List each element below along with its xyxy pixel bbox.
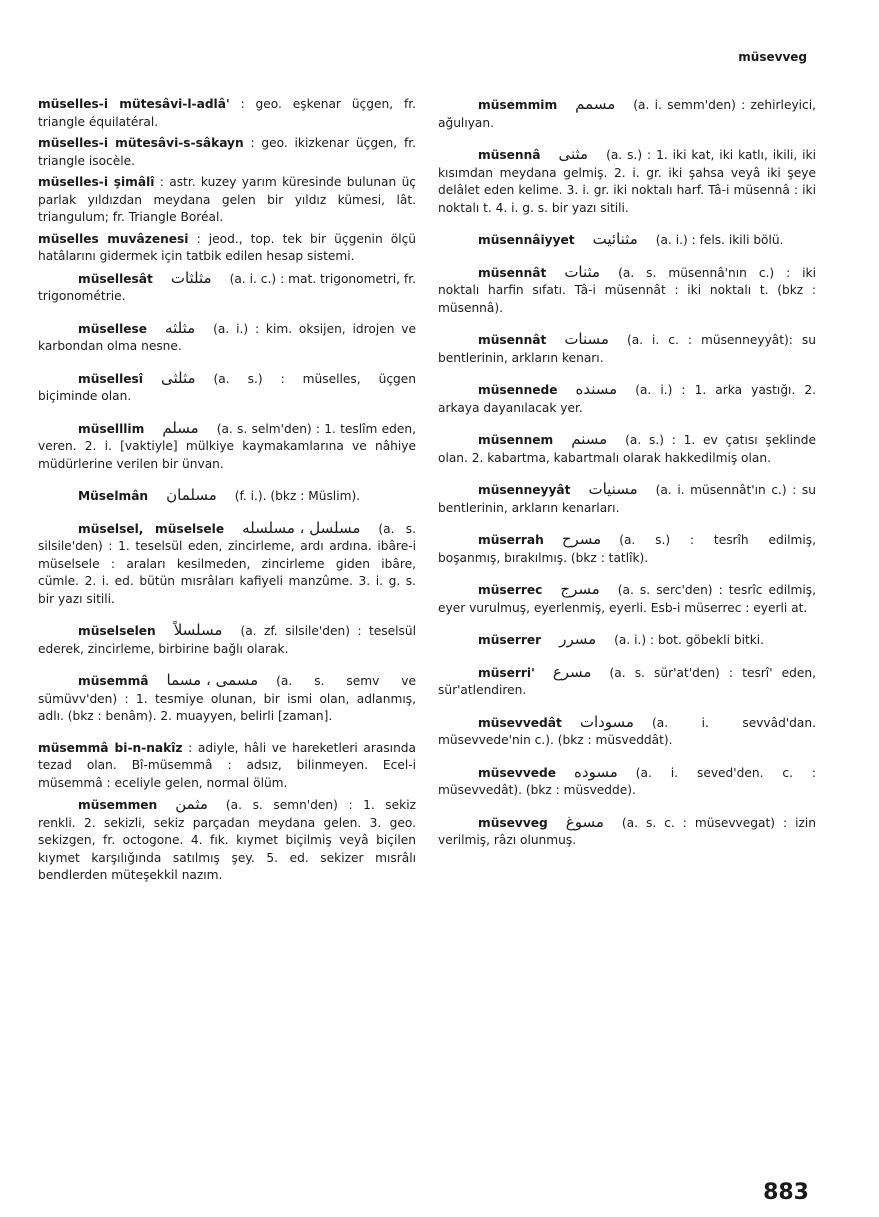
entry-definition: (a. s. silsile'den) : 1. teselsül eden, zincirleme, ardı ardına. ibâre-i müselsele : araları kesilmeden, zincirleme giden ibâre, cümle. 2. i. ed. bütün mısrâları kafiyeli manzûme. 3. i. g. s. bir yazı sitili.	[38, 521, 416, 606]
entry-definition: (a. i. semm'den) : zehirleyici, ağulıyan.	[438, 98, 816, 130]
entry-arabic-script: مثلثى	[160, 368, 196, 387]
entry-definition: (a. s. serc'den) : tesrîc edilmiş, eyer vurulmuş, eyerlenmiş, eyerli. Esb-i müserrec : eyerli at.	[438, 583, 816, 615]
entry-definition: (a. i. seved'den. c. : müsevvedât). (bkz : müsvedde).	[438, 765, 816, 797]
entry-arabic-script: مثنائيت	[592, 230, 638, 248]
entry-headword: müsellesât	[78, 271, 153, 286]
entry-arabic-script: مسنده	[575, 380, 618, 398]
entry-definition: (a. i.) : fels. ikili bölü.	[655, 233, 784, 247]
entry-definition: (a. s. sür'at'den) : tesrî' eden, sür'atlendiren.	[438, 665, 816, 697]
dictionary-entry	[438, 96, 816, 132]
entry-definition: (a. i.) : kim. oksijen, idrojen ve karbondan olma nesne.	[38, 321, 416, 353]
entry-arabic-script: مسنات	[564, 330, 609, 348]
entry-arabic-script: مثمن	[175, 795, 208, 813]
dictionary-entry	[438, 264, 816, 318]
entry-headword: müserrah	[478, 533, 544, 547]
entry-headword: müsemmâ bi-n-nakîz	[38, 740, 183, 755]
left-column	[38, 96, 416, 899]
entry-headword: müsellesî	[78, 371, 143, 386]
entry-arabic-script: مسنيات	[588, 480, 638, 498]
running-head: müsevveg	[738, 50, 807, 64]
dictionary-entry	[438, 381, 816, 417]
entry-headword: müserrec	[478, 583, 543, 597]
entry-definition: (a. s.) : 1. ev çatısı şeklinde olan. 2. kabartma, kabartmalı olarak hakkedilmiş olan.	[438, 433, 816, 465]
entry-definition: (a. i.) : bot. göbekli bitki.	[614, 633, 765, 647]
entry-definition: : geo. ikizkenar üçgen, fr. triangle isocèle.	[38, 136, 417, 168]
entry-arabic-script: مسمم	[575, 95, 616, 113]
entry-arabic-script: مسوده	[574, 762, 618, 781]
entry-headword: müsemmâ	[78, 674, 149, 688]
right-column	[438, 96, 816, 864]
entry-headword: Müselmân	[78, 489, 149, 503]
dictionary-entry	[38, 231, 416, 266]
dictionary-entry	[438, 814, 816, 850]
dictionary-entry	[438, 481, 816, 517]
page-number: 883	[763, 1180, 809, 1205]
entry-definition: (a. i. c. : müsenneyyât): su bentlerinin, arkların kenarı.	[438, 333, 816, 365]
entry-headword: müserri'	[478, 665, 535, 680]
entry-arabic-script: مسلم	[162, 418, 199, 437]
entry-definition: (a. i.) : 1. arka yastığı. 2. arkaya dayanılacak yer.	[438, 383, 816, 415]
entry-definition: : adiyle, hâli ve hareketleri arasında tezad olan. Bî-müsemmâ : adsız, bilinmeyen. Ecel-i müsemmâ : eceliyle gelen, normal ölüm.	[38, 740, 416, 790]
entry-arabic-script: مسمى ، مسما	[166, 671, 259, 689]
dictionary-entry	[438, 431, 816, 467]
entry-headword: müselles-i mütesâvi-s-sâkayn	[38, 136, 244, 150]
entry-arabic-script: مسرر	[559, 630, 597, 648]
dictionary-entry	[38, 370, 416, 406]
entry-headword: müselllim	[78, 421, 145, 436]
entry-definition: (a. i. c.) : mat. trigonometri, fr. trigonométrie.	[38, 271, 416, 303]
dictionary-entry	[38, 420, 416, 474]
entry-definition: (a. s. semv ve sümüvv'den) : 1. tesmiye olunan, bir ismi olan, adlanmış, adlı. (bkz : benâm). 2. muayyen, belirli [zaman].	[38, 674, 416, 723]
dictionary-entry	[438, 531, 816, 567]
dictionary-entry	[438, 714, 816, 750]
dictionary-entry	[438, 664, 816, 700]
dictionary-entry	[38, 740, 416, 793]
dictionary-entry	[38, 270, 416, 306]
entry-arabic-script: مثنى	[558, 145, 589, 163]
entry-headword: müsenneyyât	[478, 483, 571, 497]
entry-definition: (a. s. müsennâ'nın c.) : iki noktalı harfin sıfatı. Tâ-i müsennât : iki noktalı t. (bkz : müsennâ).	[438, 265, 816, 315]
entry-headword: müsellese	[78, 321, 148, 336]
entry-definition: (a. s. c. : müsevvegat) : izin verilmiş, râzı olunmuş.	[438, 815, 816, 847]
entry-headword: müsemmen	[78, 798, 158, 812]
entry-definition: (a. s.) : müselles, üçgen biçiminde olan.	[38, 371, 416, 403]
dictionary-entry	[38, 796, 416, 885]
dictionary-entry	[38, 135, 416, 170]
entry-headword: müsevvede	[478, 765, 557, 780]
entry-headword: müselles-i mütesâvi-l-adlâ'	[38, 97, 230, 111]
entry-definition: (a. i. müsennât'ın c.) : su bentlerinin, arkların kenarları.	[438, 483, 816, 515]
entry-arabic-script: مسلسل ، مسلسله	[242, 518, 361, 537]
entry-arabic-script: مسنم	[571, 430, 608, 448]
entry-headword: müselles muvâzenesi	[38, 231, 189, 246]
dictionary-entry	[38, 520, 416, 609]
entry-headword: müsennâiyyet	[478, 233, 575, 247]
entry-definition: (a. s. semn'den) : 1. sekiz renkli. 2. sekizli, sekiz parçadan meydana gelen. 3. geo. sekizgen, fr. octogone. 4. fık. kıymet biçilmiş veyâ biçilen kıymet karşılığında satılmış şey. 5. ed. sekizer mısrâlı bendlerden müteşekkil nazım.	[38, 798, 416, 882]
dictionary-entry	[38, 672, 416, 726]
entry-headword: müselselen	[78, 624, 156, 638]
entry-headword: müserrer	[478, 633, 542, 647]
dictionary-entry	[38, 96, 416, 131]
dictionary-entry	[438, 631, 816, 650]
entry-headword: müsennâ	[478, 148, 541, 162]
entry-arabic-script: مثلثات	[170, 268, 212, 287]
entry-headword: müsevveg	[478, 815, 548, 830]
entry-arabic-script: مسلسلاً	[173, 621, 223, 639]
entry-headword: müselsel, müselsele	[78, 521, 225, 536]
entry-definition: (a. s.) : tesrîh edilmiş, boşanmış, bırakılmış. (bkz : tatlîk).	[438, 533, 816, 565]
entry-headword: müsennât	[478, 265, 547, 280]
dictionary-entry	[438, 581, 816, 617]
entry-definition: (a. zf. silsile'den) : teselsül ederek, zincirleme, birbirine bağlı olarak.	[38, 624, 416, 656]
entry-headword: müsevvedât	[478, 715, 562, 730]
entry-arabic-script: مسرع	[552, 662, 592, 681]
entry-headword: müsennât	[478, 333, 547, 347]
entry-headword: müsennem	[478, 433, 554, 447]
entry-arabic-script: مثنات	[564, 262, 601, 281]
dictionary-entry	[38, 174, 416, 227]
entry-definition: (a. i. sevvâd'dan. müsevvede'nin c.). (bkz : müsveddât).	[438, 715, 816, 747]
dictionary-entry	[438, 764, 816, 800]
entry-arabic-script: مسرح	[561, 530, 602, 548]
dictionary-entry	[438, 146, 816, 217]
dictionary-entry	[438, 231, 816, 250]
entry-headword: müselles-i şimâlî	[38, 175, 155, 189]
entry-arabic-script: مسرج	[560, 580, 600, 598]
dictionary-entry	[38, 487, 416, 506]
entry-headword: müsennede	[478, 383, 558, 397]
entry-definition: (a. s. selm'den) : 1. teslîm eden, veren. 2. i. [vaktiyle] mülkiye kaymakamlarına ve nâhiye müdürlerine verilen bir ünvan.	[38, 421, 416, 471]
dictionary-entry	[38, 320, 416, 356]
entry-definition: (f. i.). (bkz : Müslim).	[234, 489, 361, 503]
entry-headword: müsemmim	[478, 98, 558, 112]
entry-arabic-script: مسودات	[579, 712, 634, 731]
dictionary-entry	[38, 622, 416, 658]
entry-definition: (a. s.) : 1. iki kat, iki katlı, ikili, iki kısımdan meydana gelmiş. 2. i. gr. iki şahsa veyâ iki şeye delâlet eden kelime. 3. i. gr. iki noktalı harf. Tâ-i müsennâ : iki noktalı t. 4. i. g. s. bir yazı sitili.	[438, 148, 816, 215]
dictionary-entry	[438, 331, 816, 367]
entry-definition: : jeod., top. tek bir üçgenin ölçü hatâlarını gidermek için tatbik edilen hesap sistemi.	[38, 231, 417, 263]
entry-definition: : astr. kuzey yarım küresinde bulunan üç parlak yıldızdan meydana gelen bir yıldız kümesi, lât. triangulum; fr. Triangle Boréal.	[38, 175, 417, 224]
entry-arabic-script: مسلمان	[166, 486, 217, 504]
entry-definition: : geo. eşkenar üçgen, fr. triangle équilatéral.	[38, 97, 416, 129]
entry-arabic-script: مسوغ	[565, 812, 604, 831]
entry-arabic-script: مثلثه	[165, 318, 196, 337]
